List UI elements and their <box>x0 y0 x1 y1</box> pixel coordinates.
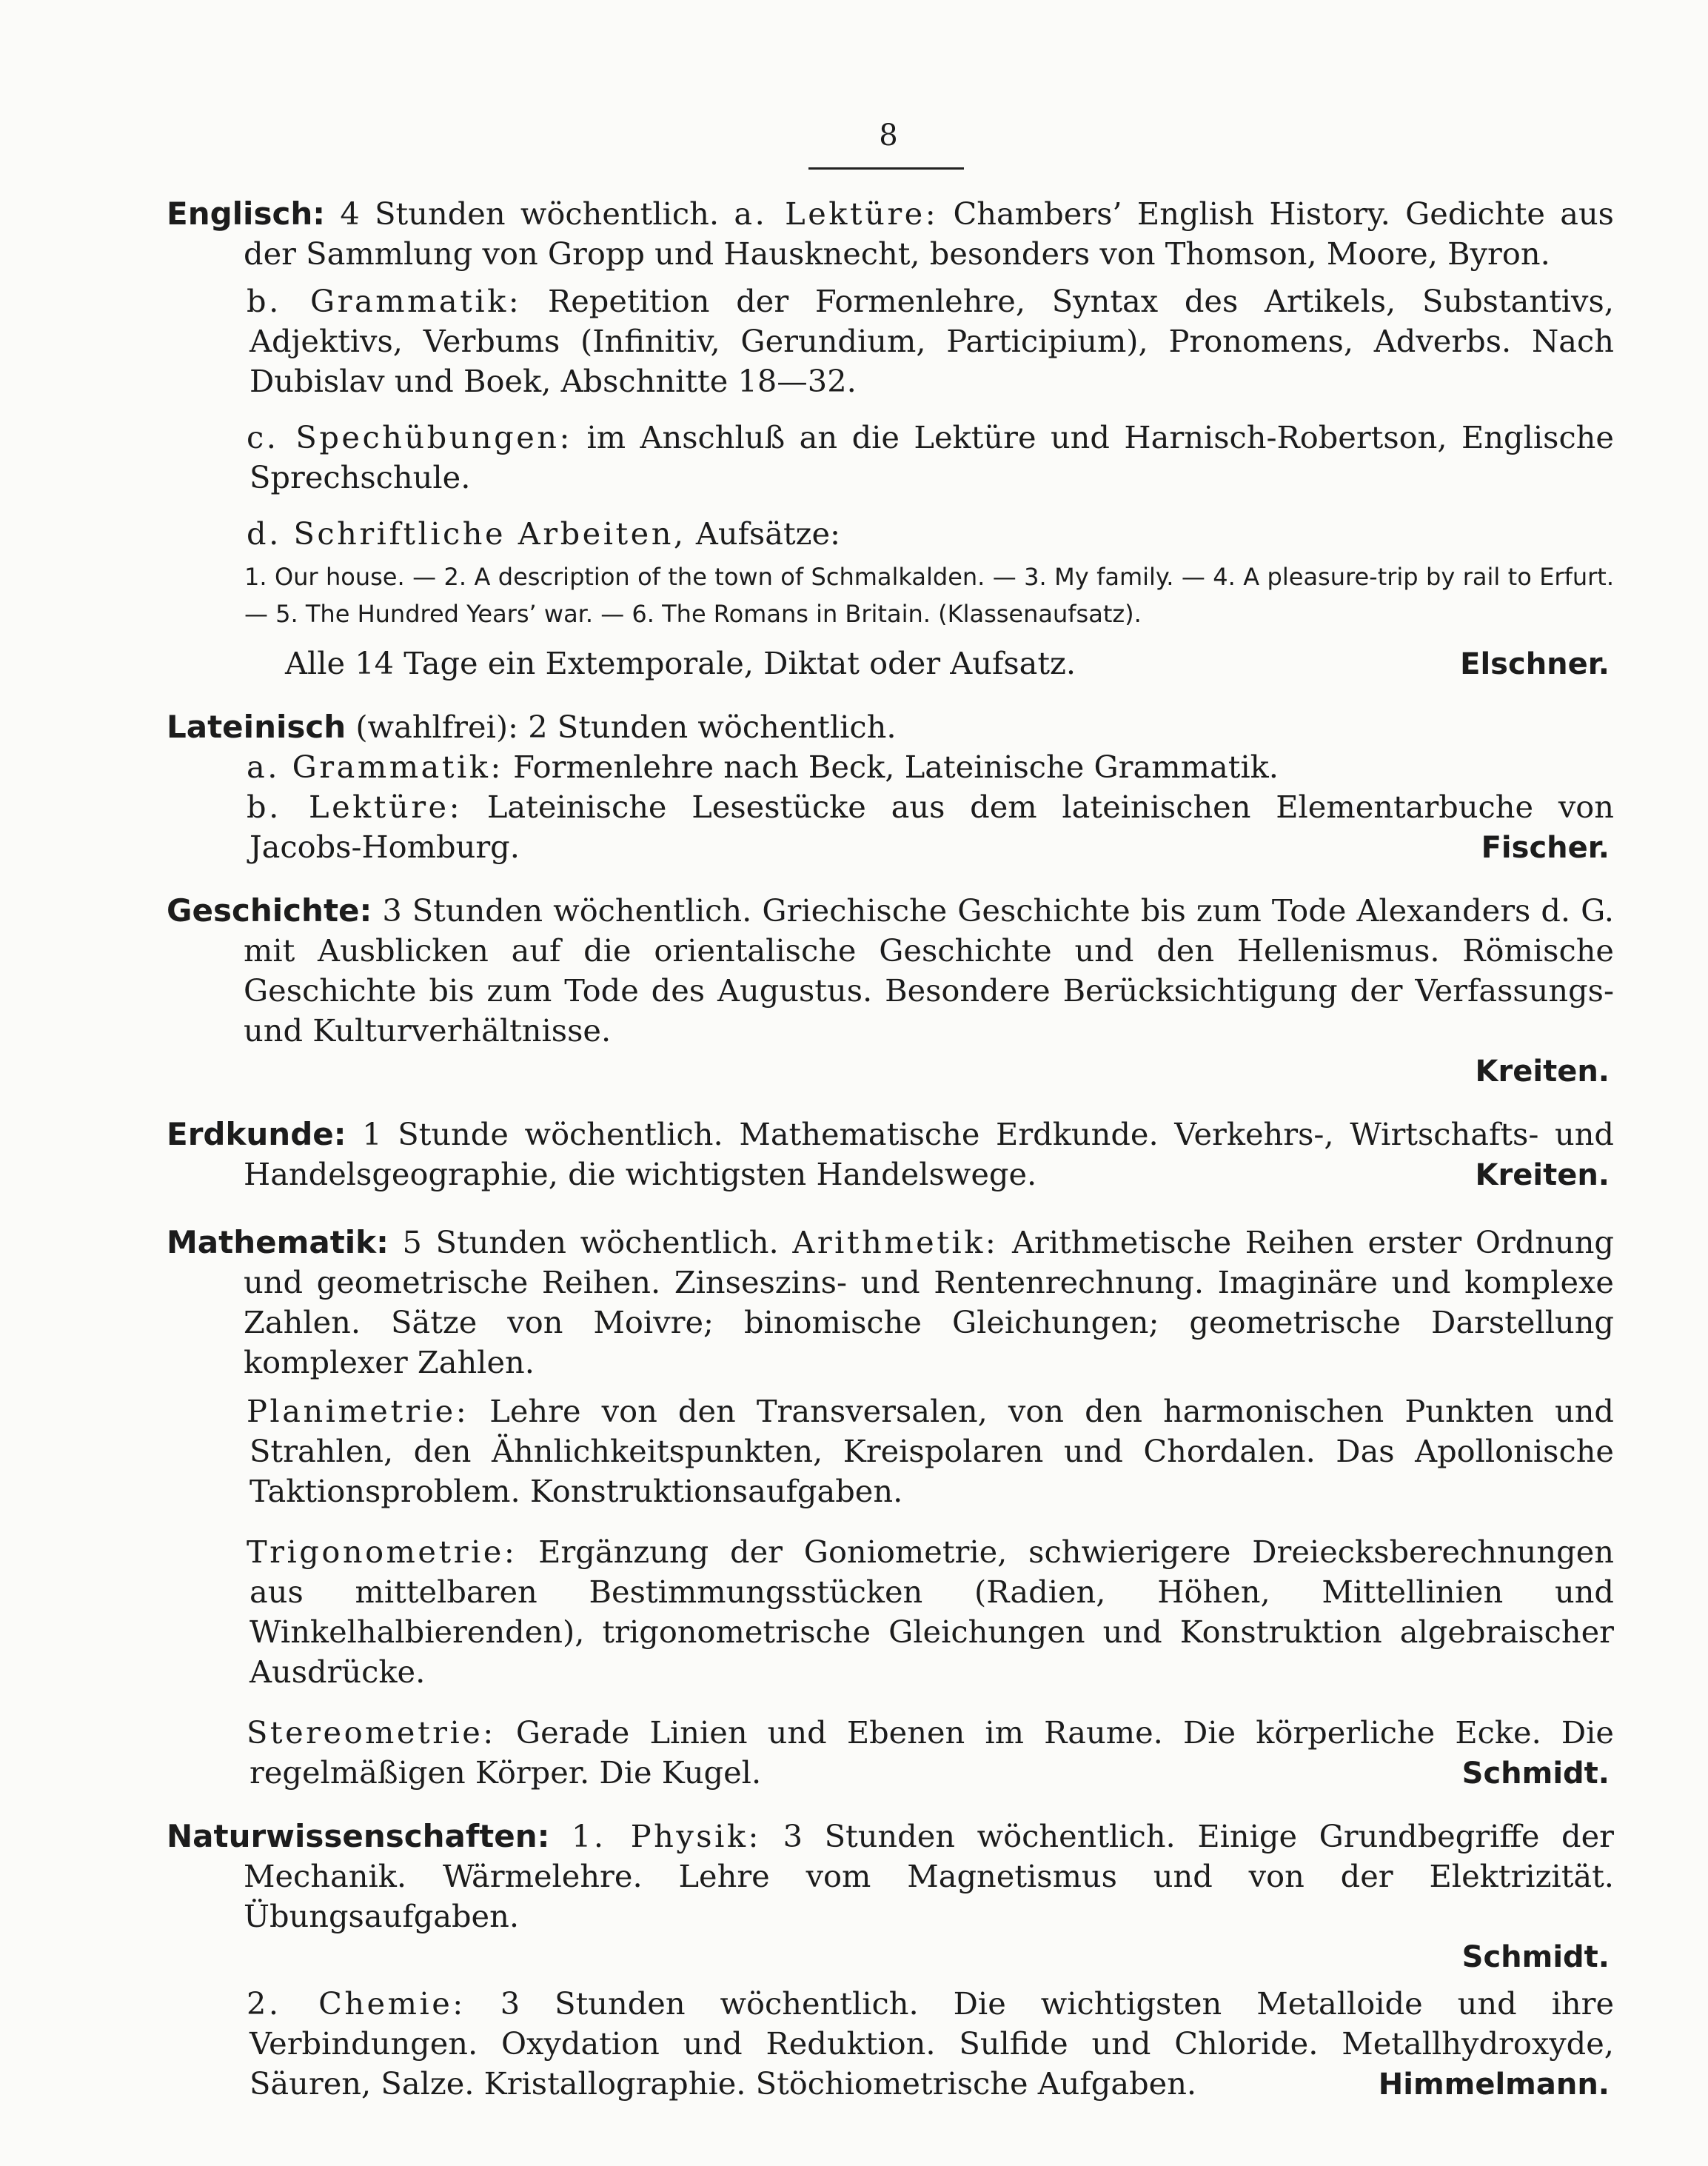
heading-englisch: Englisch: <box>167 195 326 232</box>
stereometrie-text: Gerade Linien und Ebenen im Raume. Die körperliche Ecke. Die regelmäßigen Körper. Die Kugel. <box>249 1714 1614 1791</box>
englisch-extemporale: Alle 14 Tage ein Extemporale, Diktat oder Aufsatz. <box>285 645 1076 681</box>
teacher-signature: Schmidt. <box>1461 1940 1610 1974</box>
englisch-c-label: c. Spechübungen: <box>247 419 572 455</box>
trigonometrie-label: Trigonometrie: <box>247 1534 518 1570</box>
latein-b-label: b. Lektüre: <box>247 789 463 825</box>
englisch-hours: 4 Stunden wöchentlich. <box>340 195 720 232</box>
mathematik-arithmetik <box>167 1223 1614 1383</box>
englisch-d-label: d. Schriftliche Arbeiten, <box>247 515 686 552</box>
englisch-intro <box>167 194 1614 274</box>
arithmetik-text: Arithmetische Reihen erster Ordnung und geometrische Reihen. Zinseszins- und Rentenrechnung. Imaginäre und komplexe Zahlen. Sätze von Moivre; binomische Gleichungen; geometrische Darstellung komplexer Zahlen. <box>244 1224 1614 1380</box>
section-erdkunde <box>167 1114 1614 1196</box>
heading-geschichte: Geschichte: <box>167 892 372 929</box>
latein-intro <box>167 707 1614 747</box>
mathematik-planimetrie <box>167 1391 1614 1511</box>
heading-erdkunde: Erdkunde: <box>167 1116 346 1152</box>
teacher-signature: Elschner. <box>1460 647 1610 681</box>
mathematik-hours: 5 Stunden wöchentlich. <box>402 1224 779 1260</box>
teacher-signature: Himmelmann. <box>1378 2068 1610 2102</box>
latein-a-label: a. Grammatik: <box>247 749 503 785</box>
arithmetik-label: Arithmetik: <box>792 1224 999 1260</box>
englisch-b-text: Repetition der Formenlehre, Syntax des Artikels, Substantivs, Adjektivs, Verbums (Infinitiv, Gerundium, Participium), Pronomens, Adverbs. Nach Dubislav und Boek, Abschnitte 18—32. <box>249 283 1614 399</box>
englisch-c <box>167 418 1614 498</box>
document-body <box>167 194 1614 2127</box>
planimetrie-text: Lehre von den Transversalen, von den harmonischen Punkten und Strahlen, den Ähnlichkeitspunkten, Kreispolaren und Chordalen. Das Apollonische Taktionsproblem. Konstruktionsaufgaben. <box>249 1393 1614 1509</box>
essay-list: 1. Our house. — 2. A description of the town of Schmalkalden. — 3. My family. — 4. A pleasure-trip by rail to Erfurt. — 5. The Hundred Years’ war. — 6. The Romans in Britain. (Klassenaufsatz). <box>244 563 1614 628</box>
chemie-label: 2. Chemie: <box>247 1985 466 2022</box>
section-geschichte <box>167 891 1614 1092</box>
erdkunde-body: 1 Stunde wöchentlich. Mathematische Erdkunde. Verkehrs-, Wirtschafts- und Handelsgeographie, die wichtigsten Handelswege. <box>244 1116 1614 1192</box>
section-englisch <box>167 194 1614 685</box>
englisch-c-text: im Anschluß an die Lektüre und Harnisch-Robertson, Englische Sprechschule. <box>249 419 1614 495</box>
stereometrie-label: Stereometrie: <box>247 1714 496 1751</box>
mathematik-trigonometrie <box>167 1532 1614 1692</box>
section-latein <box>167 707 1614 869</box>
latein-a <box>167 747 1614 787</box>
englisch-extemporale-row <box>167 643 1614 685</box>
chemie-text: 3 Stunden wöchentlich. Die wichtigsten Metalloide und ihre Verbindungen. Oxydation und Reduktion. Sulfide und Chloride. Metallhydroxyde, Säuren, Salze. Kristallographie. Stöchiometrische Aufgaben. <box>249 1985 1614 2102</box>
teacher-signature: Schmidt. <box>1461 1756 1610 1791</box>
englisch-b <box>167 281 1614 401</box>
geschichte-text <box>167 891 1614 1051</box>
teacher-signature: Kreiten. <box>1475 1054 1610 1089</box>
page-number: 8 <box>879 118 898 153</box>
englisch-d-text: Aufsätze: <box>695 515 841 552</box>
heading-naturwissenschaften: Naturwissenschaften: <box>167 1818 550 1854</box>
teacher-signature: Kreiten. <box>1475 1158 1610 1192</box>
englisch-a-label: a. Lektüre: <box>734 195 939 232</box>
natur-physik <box>167 1816 1614 1936</box>
trigonometrie-text: Ergänzung der Goniometrie, schwierigere Dreiecksberechnungen aus mittelbaren Bestimmungsstücken (Radien, Höhen, Mittellinien und Winkelhalbierenden), trigonometrische Gleichungen und Konstruktion algebraischer Ausdrücke. <box>249 1534 1614 1690</box>
physik-label: 1. Physik: <box>572 1818 762 1854</box>
planimetrie-label: Planimetrie: <box>247 1393 469 1429</box>
englisch-a-text: Chambers’ English History. Gedichte aus der Sammlung von Gropp und Hausknecht, besonders von Thomson, Moore, Byron. <box>244 195 1614 272</box>
englisch-d <box>167 514 1614 554</box>
geschichte-body: 3 Stunden wöchentlich. Griechische Geschichte bis zum Tode Alexanders d. G. mit Ausblicken auf die orientalische Geschichte und den Hellenismus. Römische Geschichte bis zum Tode des Augustus. Besondere Berücksichtigung der Verfassungs- und Kulturverhältnisse. <box>244 892 1614 1049</box>
section-mathematik <box>167 1223 1614 1794</box>
page-number-rule <box>808 167 964 170</box>
englisch-b-label: b. Grammatik: <box>247 283 522 319</box>
latein-b-text: Lateinische Lesestücke aus dem lateinischen Elementarbuche von Jacobs-Homburg. <box>249 789 1614 865</box>
heading-mathematik: Mathematik: <box>167 1224 389 1260</box>
latein-hours: (wahlfrei): 2 Stunden wöchentlich. <box>355 709 897 745</box>
teacher-signature: Fischer. <box>1481 831 1610 865</box>
section-naturwissenschaften <box>167 1816 1614 2105</box>
physik-text: 3 Stunden wöchentlich. Einige Grundbegriffe der Mechanik. Wärmelehre. Lehre vom Magnetismus und von der Elektrizität. Übungsaufgaben. <box>244 1818 1614 1934</box>
latein-a-text: Formenlehre nach Beck, Lateinische Grammatik. <box>513 749 1279 785</box>
heading-latein: Lateinisch <box>167 709 346 745</box>
